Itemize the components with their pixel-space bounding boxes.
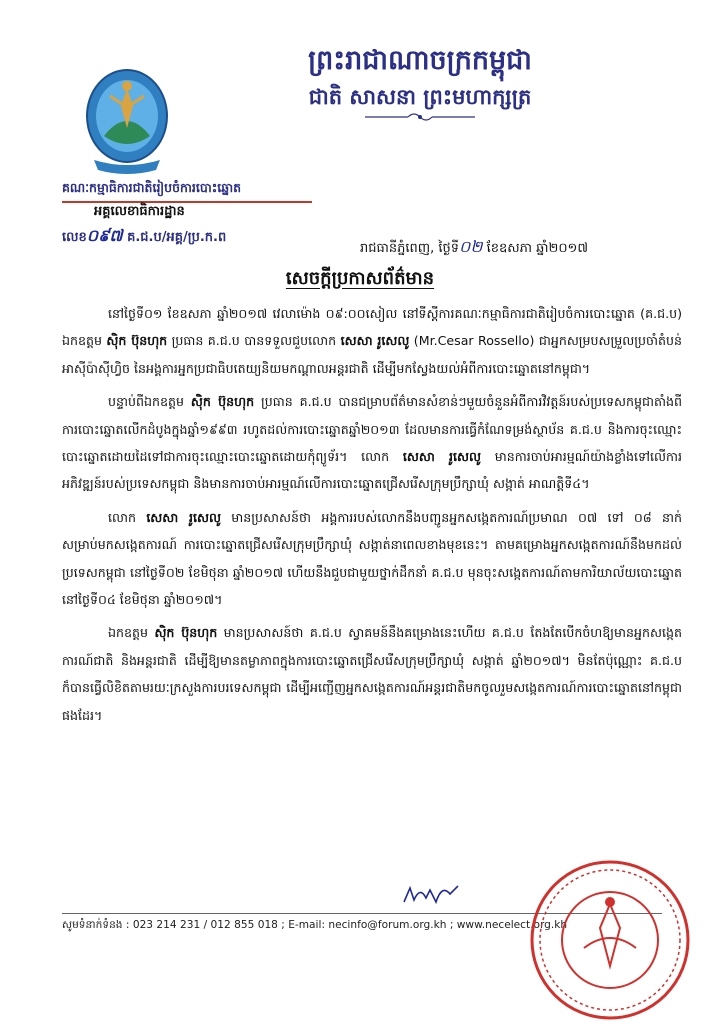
p2-name-2: សេសា រូសេលូ (402, 449, 481, 465)
p3-name: សេសា រូសេលូ (146, 509, 221, 525)
official-seal-icon (528, 858, 692, 1022)
ref-suffix: គ.ជ.ប/អគ្គ/ប្រ.ក.ព (122, 230, 227, 245)
paragraph-2 (62, 388, 682, 498)
p2-text-a: បន្ទាប់ពីឯកឧត្តម (108, 394, 191, 410)
organization-name: គណៈកម្មាធិការជាតិរៀបចំការបោះឆ្នោត (62, 180, 312, 203)
national-motto: ជាតិ សាសនា ព្រះមហាក្សត្រ (308, 84, 532, 109)
paragraph-3 (62, 504, 682, 614)
page-title: សេចក្តីប្រកាសព័ត៌មាន (285, 268, 435, 289)
contact-footer: សូមទំនាក់ទំនង : 023 214 231 / 012 855 018 ; E-mail: necinfo@forum.org.kh ; www.necelect.org.kh (62, 919, 568, 931)
signature-icon (400, 880, 470, 910)
p1-name-2: សេសា រូសេលូ (340, 333, 410, 349)
p2-text-c: មានការចាប់អារម្មណ៍យ៉ាងខ្លាំងទៅលើការអភិវឌ្ឍន៍របស់ប្រទេសកម្ពុជា និងមានការចាប់អារម្មណ៍លើការបោះឆ្នោតជ្រើសរើសក្រុមប្រឹក្សាឃុំ សង្កាត់ អាណត្តិទី៤។ (62, 449, 683, 492)
dateline-prefix: រាជធានីភ្នំពេញ, ថ្ងៃទី (360, 241, 460, 256)
p1-text-b: ប្រធាន គ.ជ.ប បានទទួលជួបលោក (167, 333, 341, 349)
general-secretariat: អគ្គលេខាធិការដ្ឋាន (94, 204, 185, 219)
p4-name: ស៊ិក ប៊ុនហុក (154, 625, 218, 641)
p3-text-a: លោក (108, 509, 147, 525)
dateline (360, 236, 588, 260)
ornament-divider-icon (360, 110, 480, 124)
dateline-suffix: ខែឧសភា ឆ្នាំ២០១៧ (482, 241, 589, 256)
p2-name-1: ស៊ិក ប៊ុនហុក (190, 394, 255, 410)
p1-text-a: នៅថ្ងៃទី០១ ខែឧសភា ឆ្នាំ២០១៧ វេលាម៉ោង ០៩:០០សៀល នៅទីស្តីការគណៈកម្មាធិការជាតិរៀបចំការបោះឆ្នោត (គ.ជ.ប) ឯកឧត្តម (62, 306, 682, 349)
paragraph-1 (62, 300, 682, 382)
ref-number: ០៩៧ (86, 226, 123, 245)
ref-prefix: លេខ (62, 230, 87, 245)
p4-text-a: ឯកឧត្តម (108, 625, 155, 641)
nec-logo-icon (84, 66, 170, 176)
p4-text-b: មានប្រសាសន៍ថា គ.ជ.ប ស្វាគមន៍នឹងគម្រោងនេះហើយ គ.ជ.ប តែងតែបើកចំហឱ្យមានអ្នកសង្កេតការណ៍ជាតិ និងអន្តរជាតិ ដើម្បីឱ្យមានតម្លាភាពក្នុងការបោះឆ្នោតជ្រើសរើសក្រុមប្រឹក្សាឃុំ សង្កាត់ ឆ្នាំ២០១៧។ មិនតែប៉ុណ្ណោះ គ.ជ.ប ក៏បានធ្វើលិខិតតាមរយៈក្រសួងការបរទេសកម្ពុជា ដើម្បីអញ្ជើញអ្នកសង្កេតការណ៍អន្តរជាតិមកចូលរួមសង្កេតការណ៍ការបោះឆ្នោតនៅកម្ពុជាផងដែរ។ (62, 625, 682, 723)
dateline-day: ០២ (459, 237, 483, 256)
p2-text-b: ប្រធាន គ.ជ.ប បានជម្រាបព័ត៌មានសំខាន់ៗមួយចំនួនអំពីការវិវត្តន៍របស់ប្រទេសកម្ពុជាតាំងពីការបោះឆ្នោតលើកដំបូងក្នុងឆ្នាំ១៩៩៣ រហូតដល់ការបោះឆ្នោតឆ្នាំ២០១៣ ដែលមានការធ្វើកំណែទម្រង់ស្ថាប័ន គ.ជ.ប និងការចុះឈ្មោះបោះឆ្នោតដោយដៃទៅជាការចុះឈ្មោះបោះឆ្នោតដោយកុំព្យូទ័រ។ លោក (62, 394, 683, 465)
kingdom-title: ព្រះរាជាណាចក្រកម្ពុជា (308, 45, 532, 76)
p3-text-b: មានប្រសាសន៍ថា អង្គការរបស់លោកនឹងបញ្ជូនអ្នកសង្កេតការណ៍ប្រមាណ ០៧ ទៅ ០៨ នាក់ សម្រាប់មកសង្កេតការណ៍ ការបោះឆ្នោតជ្រើសរើសក្រុមប្រឹក្សាឃុំ សង្កាត់នាពេលខាងមុខនេះ។ តាមគម្រោងអ្នកសង្កេតការណ៍នឹងមកដល់ប្រទេសកម្ពុជា នៅថ្ងៃទី០២ ខែមិថុនា ឆ្នាំ២០១៧ ហើយនឹងជួបជាមួយថ្នាក់ដឹកនាំ គ.ជ.ប មុនចុះសង្កេតការណ៍តាមការិយាល័យបោះឆ្នោតនៅថ្ងៃទី០៤ ខែមិថុនា ឆ្នាំ២០១៧។ (62, 509, 683, 608)
p1-text-c: (Mr.Cesar Rossello) ជាអ្នកសម្របសម្រួលប្រចាំតំបន់អាស៊ីប៉ាស៊ីហ្វិច នៃអង្គការអ្នកប្រជាធិបតេយ្យនិយមកណ្តាលអន្តរជាតិ ដើម្បីមកស្វែងយល់អំពីការបោះឆ្នោតនៅកម្ពុជា។ (62, 333, 682, 376)
press-release-body (62, 300, 682, 735)
paragraph-4 (62, 619, 682, 729)
reference-number (62, 225, 226, 249)
p1-name-1: ស៊ិក ប៊ុនហុក (106, 333, 168, 349)
